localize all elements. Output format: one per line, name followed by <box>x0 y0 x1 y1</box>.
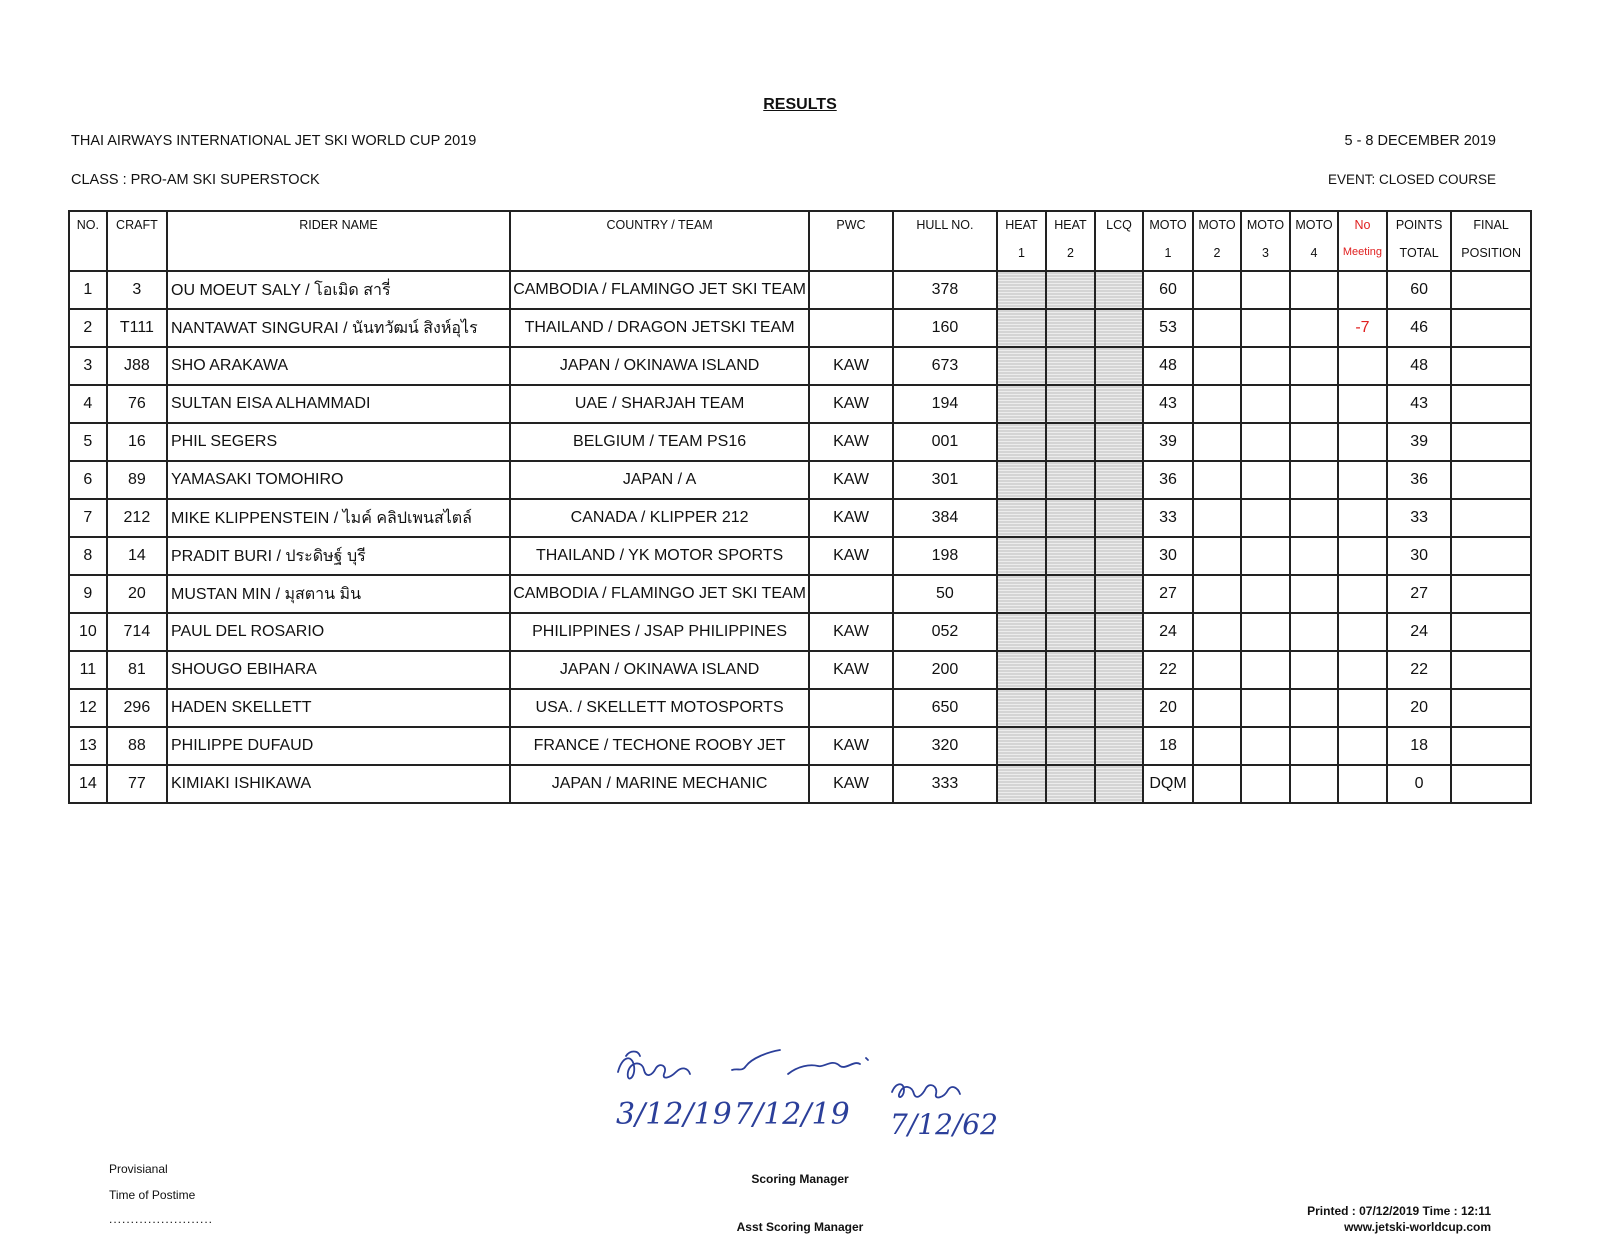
cell-craft: 81 <box>107 651 167 689</box>
cell-final-position <box>1451 461 1531 499</box>
cell-country-team: PHILIPPINES / JSAP PHILIPPINES <box>510 613 809 651</box>
signature-1-date: 3/12/19 <box>616 1097 732 1132</box>
table-row <box>69 423 1531 461</box>
cell-country-team: JAPAN / OKINAWA ISLAND <box>510 347 809 385</box>
cell-hull-no: 378 <box>893 271 997 309</box>
cell-craft: J88 <box>107 347 167 385</box>
cell-final-position <box>1451 651 1531 689</box>
cell-heat-2 <box>1046 347 1095 385</box>
col-header-craft: CRAFT <box>107 211 167 271</box>
cell-lcq <box>1095 271 1143 309</box>
cell-no-meeting: -7 <box>1338 309 1387 347</box>
cell-country-team: BELGIUM / TEAM PS16 <box>510 423 809 461</box>
col-header-final-position: FINAL POSITION <box>1451 211 1531 271</box>
cell-rider-name: PRADIT BURI / ประดิษฐ์ บุรี <box>167 537 510 575</box>
cell-lcq <box>1095 575 1143 613</box>
cell-heat-1 <box>997 461 1046 499</box>
cell-moto-3 <box>1241 613 1290 651</box>
cell-no-meeting <box>1338 575 1387 613</box>
col-header-no-meeting: No Meeting <box>1338 211 1387 271</box>
cell-points-total: 33 <box>1387 499 1451 537</box>
cell-no: 12 <box>69 689 107 727</box>
cell-points-total: 48 <box>1387 347 1451 385</box>
cell-moto-4 <box>1290 689 1338 727</box>
cell-moto-2 <box>1193 309 1241 347</box>
cell-final-position <box>1451 309 1531 347</box>
cell-no: 1 <box>69 271 107 309</box>
col-header-moto-2: MOTO 2 <box>1193 211 1241 271</box>
event-dates: 5 - 8 DECEMBER 2019 <box>1344 133 1496 149</box>
cell-hull-no: 052 <box>893 613 997 651</box>
cell-country-team: USA. / SKELLETT MOTOSPORTS <box>510 689 809 727</box>
results-body <box>69 271 1531 803</box>
results-table <box>68 210 1532 804</box>
col-header-rider-name: RIDER NAME <box>167 211 510 271</box>
cell-no: 9 <box>69 575 107 613</box>
cell-no-meeting <box>1338 537 1387 575</box>
cell-moto-2 <box>1193 271 1241 309</box>
cell-no: 5 <box>69 423 107 461</box>
cell-lcq <box>1095 423 1143 461</box>
table-row <box>69 689 1531 727</box>
cell-moto-4 <box>1290 385 1338 423</box>
table-row <box>69 613 1531 651</box>
cell-rider-name: KIMIAKI ISHIKAWA <box>167 765 510 803</box>
cell-pwc: KAW <box>809 347 893 385</box>
cell-lcq <box>1095 347 1143 385</box>
cell-no-meeting <box>1338 651 1387 689</box>
event-title: THAI AIRWAYS INTERNATIONAL JET SKI WORLD CUP 2019 <box>71 133 477 149</box>
cell-moto-4 <box>1290 765 1338 803</box>
cell-points-total: 20 <box>1387 689 1451 727</box>
cell-moto-2 <box>1193 689 1241 727</box>
cell-heat-2 <box>1046 613 1095 651</box>
cell-hull-no: 301 <box>893 461 997 499</box>
cell-no: 10 <box>69 613 107 651</box>
cell-pwc: KAW <box>809 499 893 537</box>
cell-moto-3 <box>1241 689 1290 727</box>
cell-moto-1: 53 <box>1143 309 1193 347</box>
cell-moto-2 <box>1193 575 1241 613</box>
cell-no: 11 <box>69 651 107 689</box>
cell-final-position <box>1451 537 1531 575</box>
cell-moto-1: 24 <box>1143 613 1193 651</box>
cell-hull-no: 001 <box>893 423 997 461</box>
cell-final-position <box>1451 271 1531 309</box>
cell-moto-3 <box>1241 575 1290 613</box>
table-row <box>69 727 1531 765</box>
cell-hull-no: 673 <box>893 347 997 385</box>
cell-rider-name: YAMASAKI TOMOHIRO <box>167 461 510 499</box>
asst-scoring-manager-label: Asst Scoring Manager <box>736 1220 864 1234</box>
cell-no: 8 <box>69 537 107 575</box>
cell-pwc: KAW <box>809 461 893 499</box>
cell-no: 2 <box>69 309 107 347</box>
cell-moto-3 <box>1241 499 1290 537</box>
cell-country-team: JAPAN / OKINAWA ISLAND <box>510 651 809 689</box>
cell-moto-2 <box>1193 613 1241 651</box>
cell-no: 4 <box>69 385 107 423</box>
time-of-posting-blank: ........................ <box>109 1212 214 1226</box>
cell-no-meeting <box>1338 727 1387 765</box>
cell-final-position <box>1451 423 1531 461</box>
cell-heat-1 <box>997 575 1046 613</box>
cell-craft: 77 <box>107 765 167 803</box>
cell-moto-1: 20 <box>1143 689 1193 727</box>
table-row <box>69 385 1531 423</box>
cell-heat-1 <box>997 613 1046 651</box>
cell-moto-2 <box>1193 385 1241 423</box>
cell-rider-name: MUSTAN MIN / มุสตาน มิน <box>167 575 510 613</box>
table-row <box>69 461 1531 499</box>
cell-moto-1: 60 <box>1143 271 1193 309</box>
cell-moto-3 <box>1241 461 1290 499</box>
cell-final-position <box>1451 575 1531 613</box>
cell-moto-2 <box>1193 651 1241 689</box>
cell-country-team: UAE / SHARJAH TEAM <box>510 385 809 423</box>
col-header-heat-1: HEAT 1 <box>997 211 1046 271</box>
cell-rider-name: SULTAN EISA ALHAMMADI <box>167 385 510 423</box>
cell-moto-4 <box>1290 461 1338 499</box>
col-header-lcq: LCQ <box>1095 211 1143 271</box>
cell-hull-no: 194 <box>893 385 997 423</box>
cell-no-meeting <box>1338 385 1387 423</box>
cell-craft: 14 <box>107 537 167 575</box>
cell-no: 13 <box>69 727 107 765</box>
cell-moto-1: 43 <box>1143 385 1193 423</box>
cell-heat-2 <box>1046 689 1095 727</box>
cell-pwc <box>809 309 893 347</box>
cell-points-total: 18 <box>1387 727 1451 765</box>
cell-points-total: 46 <box>1387 309 1451 347</box>
cell-craft: 88 <box>107 727 167 765</box>
cell-moto-4 <box>1290 271 1338 309</box>
cell-no: 6 <box>69 461 107 499</box>
cell-moto-2 <box>1193 423 1241 461</box>
col-header-pwc: PWC <box>809 211 893 271</box>
cell-moto-2 <box>1193 765 1241 803</box>
cell-pwc <box>809 689 893 727</box>
cell-lcq <box>1095 461 1143 499</box>
cell-final-position <box>1451 727 1531 765</box>
cell-moto-3 <box>1241 271 1290 309</box>
cell-moto-1: 33 <box>1143 499 1193 537</box>
cell-lcq <box>1095 689 1143 727</box>
cell-heat-1 <box>997 423 1046 461</box>
cell-no-meeting <box>1338 461 1387 499</box>
cell-final-position <box>1451 765 1531 803</box>
col-header-moto-1: MOTO 1 <box>1143 211 1193 271</box>
cell-heat-1 <box>997 309 1046 347</box>
page-title: RESULTS <box>763 96 837 113</box>
cell-moto-2 <box>1193 537 1241 575</box>
cell-heat-1 <box>997 765 1046 803</box>
cell-hull-no: 198 <box>893 537 997 575</box>
cell-rider-name: MIKE KLIPPENSTEIN / ไมค์ คลิปเพนสไตล์ <box>167 499 510 537</box>
cell-rider-name: SHOUGO EBIHARA <box>167 651 510 689</box>
provisional-label: Provisianal <box>109 1162 168 1176</box>
cell-points-total: 43 <box>1387 385 1451 423</box>
table-row <box>69 347 1531 385</box>
cell-rider-name: HADEN SKELLETT <box>167 689 510 727</box>
printed-timestamp: Printed : 07/12/2019 Time : 12:11 <box>1307 1204 1491 1218</box>
cell-heat-2 <box>1046 575 1095 613</box>
table-row <box>69 575 1531 613</box>
cell-pwc: KAW <box>809 765 893 803</box>
cell-final-position <box>1451 613 1531 651</box>
cell-lcq <box>1095 309 1143 347</box>
cell-heat-1 <box>997 385 1046 423</box>
cell-no: 14 <box>69 765 107 803</box>
cell-craft: 714 <box>107 613 167 651</box>
cell-country-team: JAPAN / A <box>510 461 809 499</box>
cell-lcq <box>1095 499 1143 537</box>
cell-craft: T111 <box>107 309 167 347</box>
cell-moto-2 <box>1193 347 1241 385</box>
cell-points-total: 22 <box>1387 651 1451 689</box>
cell-heat-1 <box>997 271 1046 309</box>
col-header-country-team: COUNTRY / TEAM <box>510 211 809 271</box>
cell-moto-4 <box>1290 613 1338 651</box>
cell-moto-3 <box>1241 347 1290 385</box>
website-url: www.jetski-worldcup.com <box>1344 1220 1491 1234</box>
col-header-hull-no: HULL NO. <box>893 211 997 271</box>
cell-moto-4 <box>1290 575 1338 613</box>
table-row <box>69 651 1531 689</box>
cell-points-total: 0 <box>1387 765 1451 803</box>
cell-points-total: 27 <box>1387 575 1451 613</box>
cell-craft: 89 <box>107 461 167 499</box>
table-row <box>69 271 1531 309</box>
cell-points-total: 30 <box>1387 537 1451 575</box>
cell-rider-name: SHO ARAKAWA <box>167 347 510 385</box>
cell-lcq <box>1095 651 1143 689</box>
table-header-row <box>69 211 1531 271</box>
cell-no-meeting <box>1338 423 1387 461</box>
scoring-manager-label: Scoring Manager <box>751 1172 849 1186</box>
cell-moto-2 <box>1193 461 1241 499</box>
cell-rider-name: PHILIPPE DUFAUD <box>167 727 510 765</box>
cell-heat-1 <box>997 499 1046 537</box>
cell-lcq <box>1095 537 1143 575</box>
cell-moto-3 <box>1241 385 1290 423</box>
col-header-heat-2: HEAT 2 <box>1046 211 1095 271</box>
cell-lcq <box>1095 765 1143 803</box>
cell-no-meeting <box>1338 689 1387 727</box>
signature-2-date: 7/12/19 <box>734 1097 850 1132</box>
cell-craft: 20 <box>107 575 167 613</box>
cell-moto-3 <box>1241 309 1290 347</box>
cell-heat-1 <box>997 537 1046 575</box>
cell-country-team: THAILAND / YK MOTOR SPORTS <box>510 537 809 575</box>
cell-lcq <box>1095 613 1143 651</box>
cell-hull-no: 50 <box>893 575 997 613</box>
cell-moto-2 <box>1193 499 1241 537</box>
col-header-moto-3: MOTO 3 <box>1241 211 1290 271</box>
table-row <box>69 537 1531 575</box>
cell-moto-1: 18 <box>1143 727 1193 765</box>
cell-moto-3 <box>1241 651 1290 689</box>
cell-heat-1 <box>997 727 1046 765</box>
cell-pwc: KAW <box>809 385 893 423</box>
cell-pwc: KAW <box>809 727 893 765</box>
cell-rider-name: NANTAWAT SINGURAI / นันทวัฒน์ สิงห์อุไร <box>167 309 510 347</box>
cell-pwc: KAW <box>809 537 893 575</box>
cell-moto-2 <box>1193 727 1241 765</box>
cell-heat-2 <box>1046 537 1095 575</box>
cell-moto-4 <box>1290 651 1338 689</box>
cell-moto-4 <box>1290 347 1338 385</box>
cell-heat-2 <box>1046 765 1095 803</box>
cell-hull-no: 200 <box>893 651 997 689</box>
cell-craft: 212 <box>107 499 167 537</box>
cell-pwc: KAW <box>809 423 893 461</box>
cell-country-team: FRANCE / TECHONE ROOBY JET <box>510 727 809 765</box>
cell-no-meeting <box>1338 613 1387 651</box>
col-header-points-total: POINTS TOTAL <box>1387 211 1451 271</box>
cell-heat-2 <box>1046 271 1095 309</box>
cell-final-position <box>1451 499 1531 537</box>
signature-3-date: 7/12/62 <box>890 1108 998 1141</box>
cell-country-team: THAILAND / DRAGON JETSKI TEAM <box>510 309 809 347</box>
cell-heat-2 <box>1046 727 1095 765</box>
cell-moto-3 <box>1241 537 1290 575</box>
class-label: CLASS : PRO-AM SKI SUPERSTOCK <box>71 172 320 188</box>
cell-moto-1: 30 <box>1143 537 1193 575</box>
signature-1 <box>612 1046 732 1136</box>
cell-hull-no: 320 <box>893 727 997 765</box>
cell-moto-1: 48 <box>1143 347 1193 385</box>
cell-heat-1 <box>997 347 1046 385</box>
cell-moto-4 <box>1290 309 1338 347</box>
cell-hull-no: 333 <box>893 765 997 803</box>
cell-moto-4 <box>1290 423 1338 461</box>
cell-points-total: 36 <box>1387 461 1451 499</box>
cell-moto-1: DQM <box>1143 765 1193 803</box>
cell-moto-3 <box>1241 423 1290 461</box>
cell-no-meeting <box>1338 271 1387 309</box>
cell-country-team: CANADA / KLIPPER 212 <box>510 499 809 537</box>
cell-moto-1: 36 <box>1143 461 1193 499</box>
cell-points-total: 24 <box>1387 613 1451 651</box>
cell-lcq <box>1095 727 1143 765</box>
cell-moto-1: 22 <box>1143 651 1193 689</box>
cell-craft: 3 <box>107 271 167 309</box>
cell-no-meeting <box>1338 347 1387 385</box>
cell-country-team: CAMBODIA / FLAMINGO JET SKI TEAM <box>510 271 809 309</box>
cell-pwc <box>809 271 893 309</box>
cell-pwc: KAW <box>809 651 893 689</box>
cell-final-position <box>1451 347 1531 385</box>
cell-heat-2 <box>1046 499 1095 537</box>
table-row <box>69 765 1531 803</box>
cell-heat-1 <box>997 651 1046 689</box>
cell-country-team: JAPAN / MARINE MECHANIC <box>510 765 809 803</box>
cell-no: 7 <box>69 499 107 537</box>
cell-heat-2 <box>1046 309 1095 347</box>
signature-2 <box>728 1044 878 1136</box>
cell-heat-1 <box>997 689 1046 727</box>
signature-3 <box>888 1078 998 1148</box>
cell-craft: 76 <box>107 385 167 423</box>
cell-hull-no: 160 <box>893 309 997 347</box>
cell-rider-name: PAUL DEL ROSARIO <box>167 613 510 651</box>
cell-no: 3 <box>69 347 107 385</box>
cell-hull-no: 650 <box>893 689 997 727</box>
cell-moto-4 <box>1290 727 1338 765</box>
cell-lcq <box>1095 385 1143 423</box>
cell-moto-1: 39 <box>1143 423 1193 461</box>
event-type: EVENT: CLOSED COURSE <box>1327 172 1496 187</box>
time-of-posting-label: Time of Postime <box>109 1188 196 1202</box>
cell-no-meeting <box>1338 499 1387 537</box>
table-row <box>69 309 1531 347</box>
table-row <box>69 499 1531 537</box>
cell-heat-2 <box>1046 651 1095 689</box>
cell-heat-2 <box>1046 461 1095 499</box>
col-header-moto-4: MOTO 4 <box>1290 211 1338 271</box>
cell-country-team: CAMBODIA / FLAMINGO JET SKI TEAM <box>510 575 809 613</box>
cell-final-position <box>1451 385 1531 423</box>
cell-moto-3 <box>1241 727 1290 765</box>
cell-moto-3 <box>1241 765 1290 803</box>
cell-rider-name: PHIL SEGERS <box>167 423 510 461</box>
cell-final-position <box>1451 689 1531 727</box>
cell-heat-2 <box>1046 385 1095 423</box>
cell-points-total: 39 <box>1387 423 1451 461</box>
col-header-no: NO. <box>69 211 107 271</box>
cell-pwc: KAW <box>809 613 893 651</box>
cell-no-meeting <box>1338 765 1387 803</box>
cell-moto-4 <box>1290 499 1338 537</box>
cell-heat-2 <box>1046 423 1095 461</box>
cell-craft: 16 <box>107 423 167 461</box>
cell-craft: 296 <box>107 689 167 727</box>
cell-rider-name: OU MOEUT SALY / โอเมิด สารี่ <box>167 271 510 309</box>
cell-hull-no: 384 <box>893 499 997 537</box>
cell-pwc <box>809 575 893 613</box>
cell-moto-1: 27 <box>1143 575 1193 613</box>
cell-moto-4 <box>1290 537 1338 575</box>
cell-points-total: 60 <box>1387 271 1451 309</box>
